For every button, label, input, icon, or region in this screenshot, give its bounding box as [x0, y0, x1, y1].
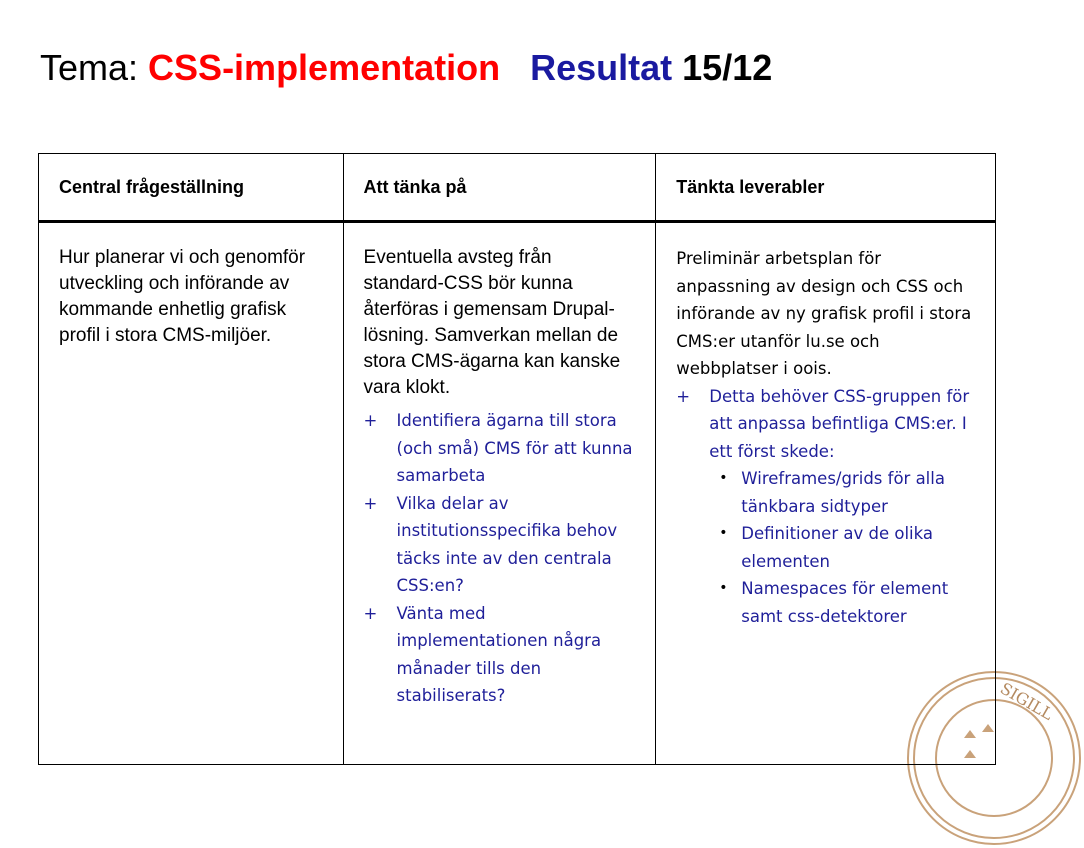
consider-text: Eventuella avsteg från standard-CSS bör kunna återföras i gemensam Drupal-lösning. Samverkan mellan de stora CMS-ägarna kan kanske vara klokt. — [363, 247, 621, 398]
header-deliverables: Tänkta leverabler — [656, 154, 996, 222]
central-question-text: Hur planerar vi och genomför utveckling och införande av kommande enhetlig grafisk profil i stora CMS-miljöer. — [59, 247, 306, 346]
table-row — [39, 222, 996, 765]
list-item: + Vilka delar av institutionsspecifika behov täcks inte av den centrala CSS:en? — [364, 490, 636, 600]
title-prefix: Tema: — [40, 47, 149, 88]
table-header-row — [39, 154, 996, 222]
page-title — [40, 44, 772, 92]
list-item: • Wireframes/grids för alla tänkbara sidtyper — [709, 465, 975, 520]
consider-list — [364, 407, 636, 710]
list-item: • Namespaces för element samt css-detektorer — [709, 575, 975, 630]
header-central-question: Central frågeställning — [39, 154, 344, 222]
deliverables-sublist — [709, 465, 975, 630]
content-table — [38, 153, 996, 765]
bullet-marker: • — [719, 580, 728, 596]
bullet-marker: • — [719, 470, 728, 486]
title-topic: CSS-implementation — [148, 47, 501, 88]
plus-marker: + — [363, 603, 378, 623]
bullet-marker: • — [719, 525, 728, 541]
deliverables-list — [676, 383, 975, 631]
cell-central-question — [39, 222, 344, 765]
title-date: 15/12 — [682, 47, 773, 88]
cell-consider — [343, 222, 656, 765]
header-consider: Att tänka på — [343, 154, 656, 222]
deliverables-text: Preliminär arbetsplan för anpassning av design och CSS och införande av ny grafisk profil i stora CMS:er utanför lu.se och webbplatser i oois. — [676, 249, 972, 378]
list-item: + Identifiera ägarna till stora (och små) CMS för att kunna samarbeta — [364, 407, 636, 490]
seal-lettering: SIGILL — [997, 678, 1057, 724]
plus-marker: + — [676, 386, 691, 406]
title-result-label: Resultat — [530, 47, 673, 88]
list-item: + Detta behöver CSS-gruppen för att anpassa befintliga CMS:er. I ett först skede: • Wireframes/grids för alla tänkbara sidtyper • Definitioner av de olika elementen • Namespaces för element samt css-detektorer — [676, 383, 975, 631]
plus-marker: + — [363, 411, 378, 430]
list-item: • Definitioner av de olika elementen — [709, 520, 975, 575]
plus-marker: + — [363, 493, 378, 513]
list-item: + Vänta med implementationen några månader tills den stabiliserats? — [364, 600, 636, 710]
cell-deliverables — [656, 222, 996, 765]
